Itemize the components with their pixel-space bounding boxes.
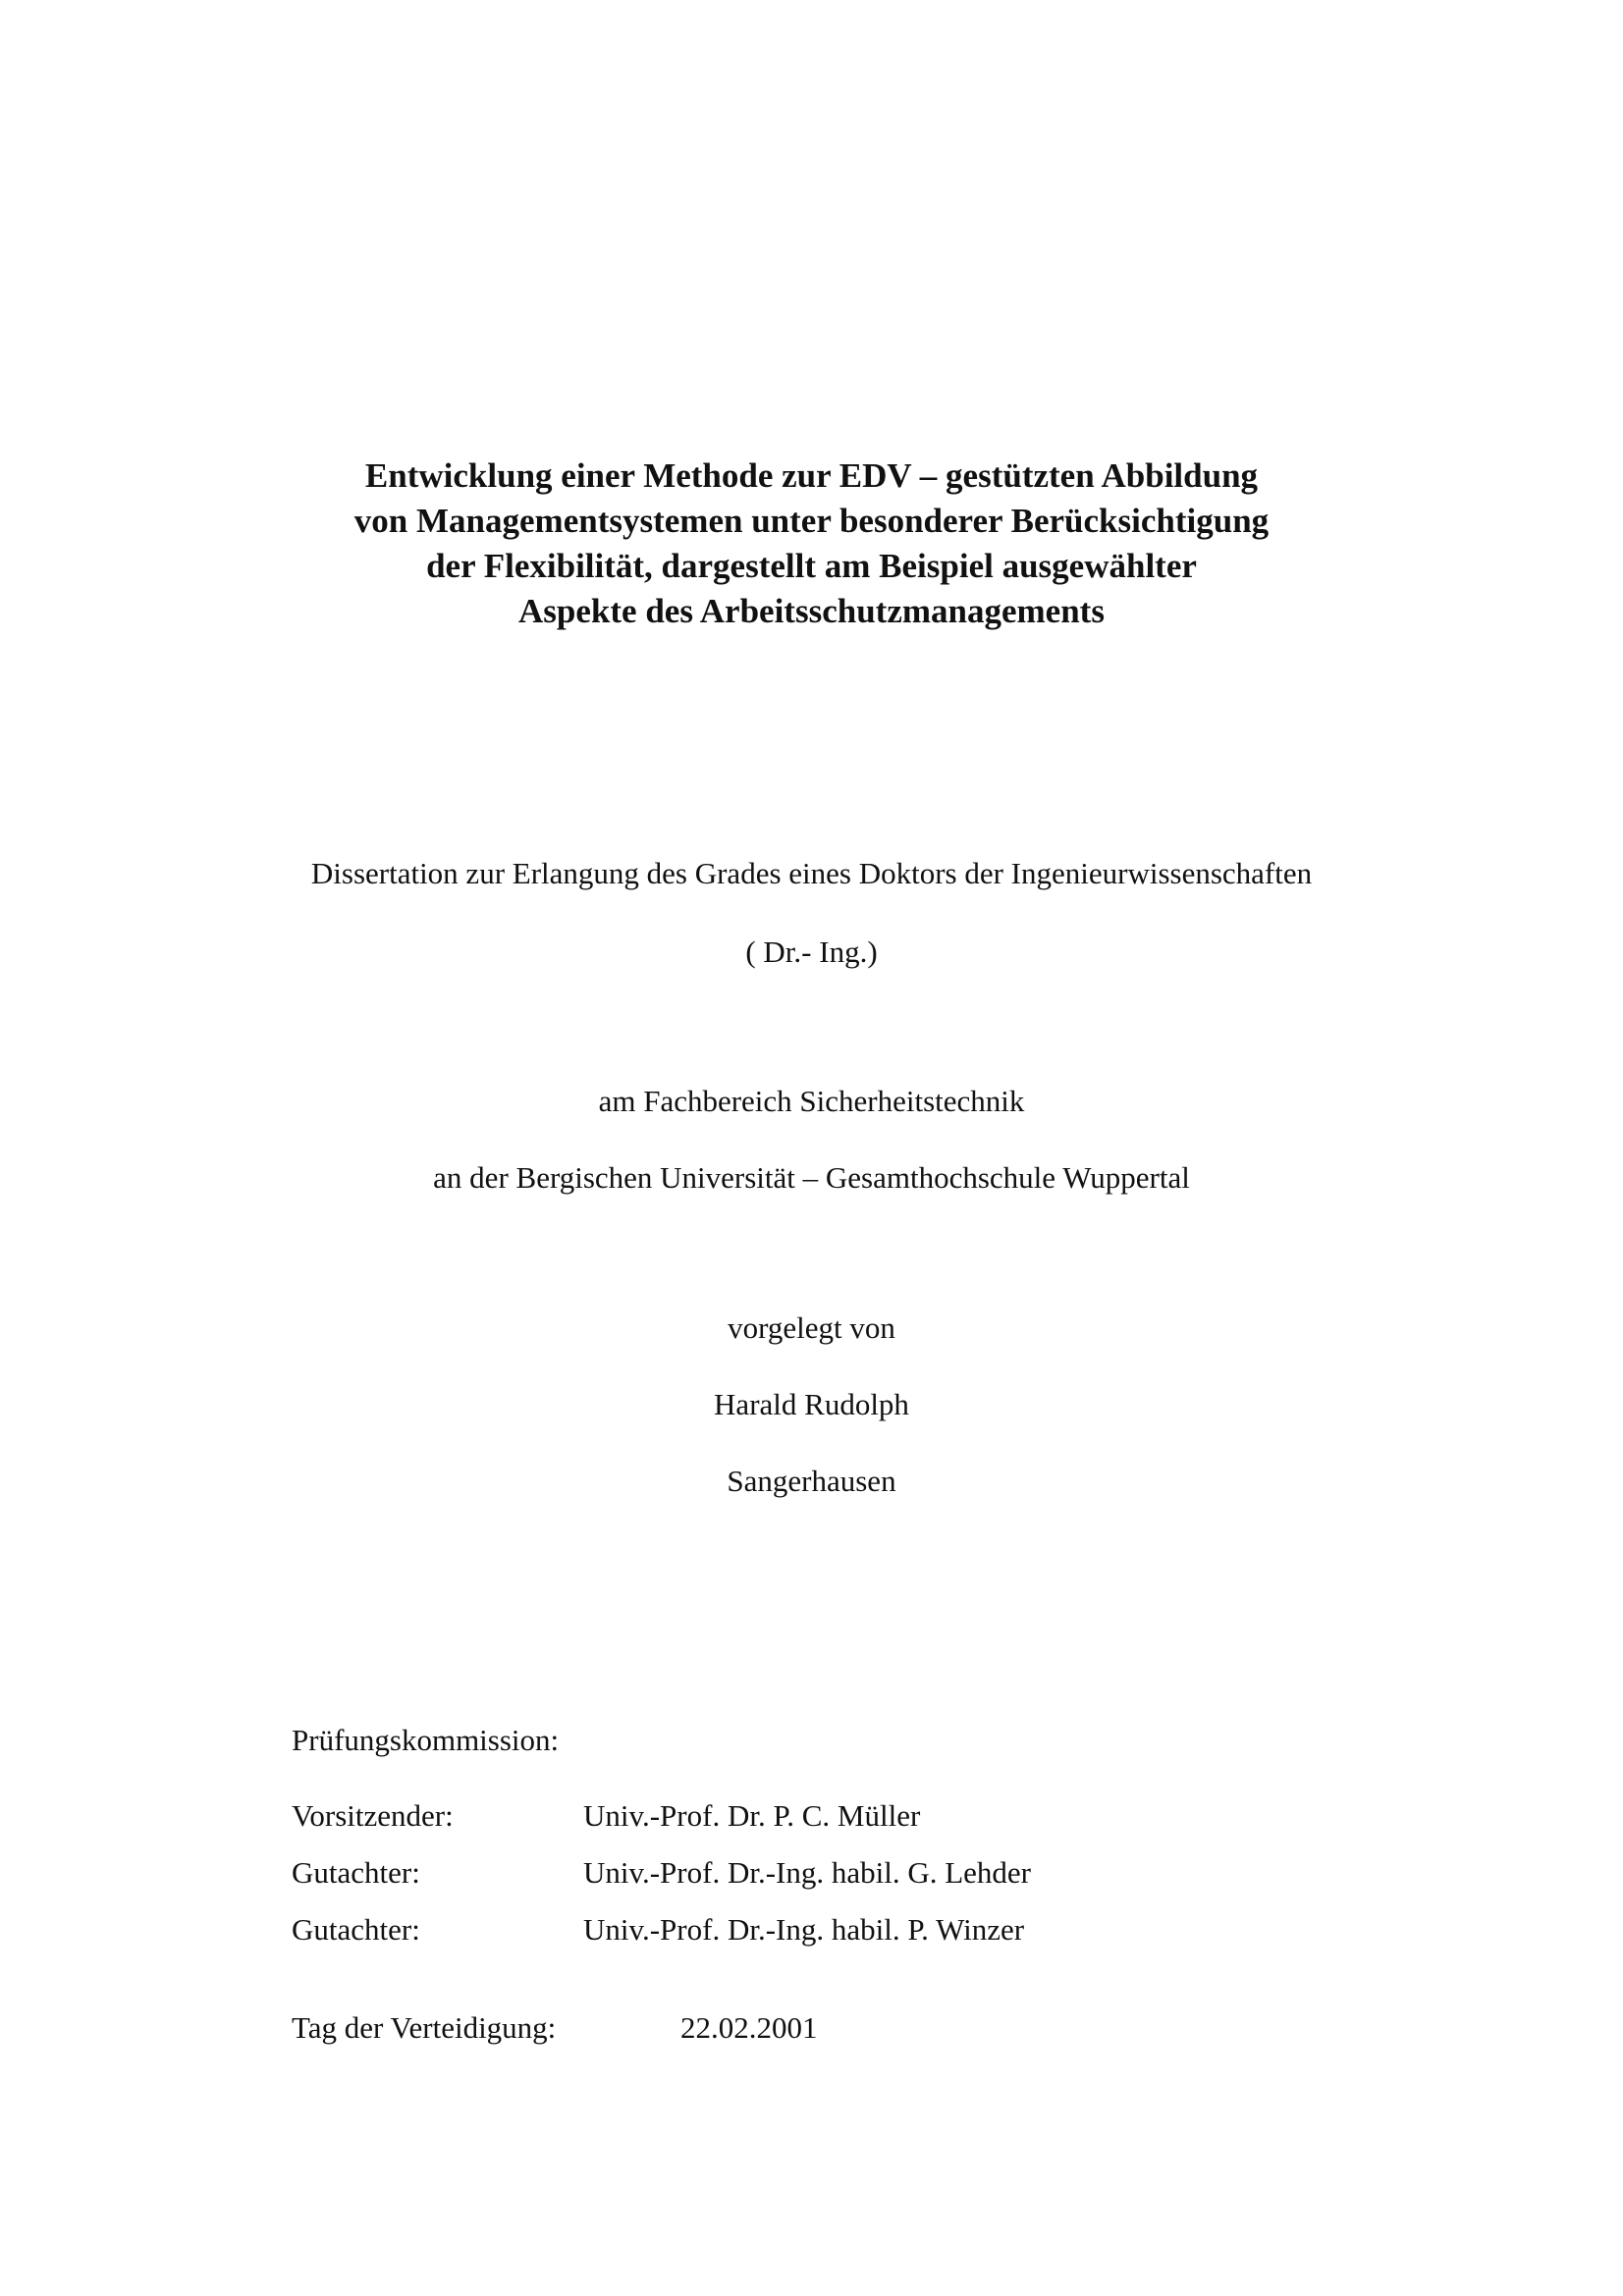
presented-by: vorgelegt von bbox=[728, 1310, 895, 1345]
member-role: Gutachter: bbox=[292, 1855, 420, 1890]
author-name: Harald Rudolph bbox=[714, 1387, 909, 1421]
title-line: von Managementsystemen unter besonderer Berücksichtigung bbox=[353, 502, 1270, 540]
university: an der Bergischen Universität – Gesamthochschule Wuppertal bbox=[433, 1160, 1190, 1195]
committee-member bbox=[292, 1910, 1025, 1949]
defense-label: Tag der Verteidigung: bbox=[292, 2010, 557, 2045]
title-line: Entwicklung einer Methode zur EDV – gestützten Abbildung bbox=[364, 456, 1259, 495]
member-role: Vorsitzender: bbox=[292, 1798, 454, 1833]
defense-date: 22.02.2001 bbox=[680, 2010, 818, 2045]
degree-description: Dissertation zur Erlangung des Grades eines Doktors der Ingenieurwissenschaften bbox=[310, 856, 1313, 890]
degree-abbreviation: ( Dr.- Ing.) bbox=[745, 934, 878, 969]
department: am Fachbereich Sicherheitstechnik bbox=[598, 1084, 1025, 1118]
member-name: Univ.-Prof. Dr.-Ing. habil. G. Lehder bbox=[583, 1855, 1031, 1890]
title-line: der Flexibilität, dargestellt am Beispiel ausgewählter bbox=[426, 547, 1197, 585]
committee-heading: Prüfungskommission: bbox=[292, 1723, 560, 1757]
committee-member bbox=[292, 1853, 1031, 1893]
member-name: Univ.-Prof. Dr.-Ing. habil. P. Winzer bbox=[583, 1912, 1025, 1947]
examination-committee bbox=[292, 1721, 1031, 1949]
title-line: Aspekte des Arbeitsschutzmanagements bbox=[518, 592, 1105, 630]
author-place: Sangerhausen bbox=[727, 1464, 896, 1498]
thesis-title bbox=[0, 454, 1623, 634]
member-role: Gutachter: bbox=[292, 1912, 420, 1947]
committee-member bbox=[292, 1796, 921, 1836]
member-name: Univ.-Prof. Dr. P. C. Müller bbox=[583, 1798, 921, 1833]
